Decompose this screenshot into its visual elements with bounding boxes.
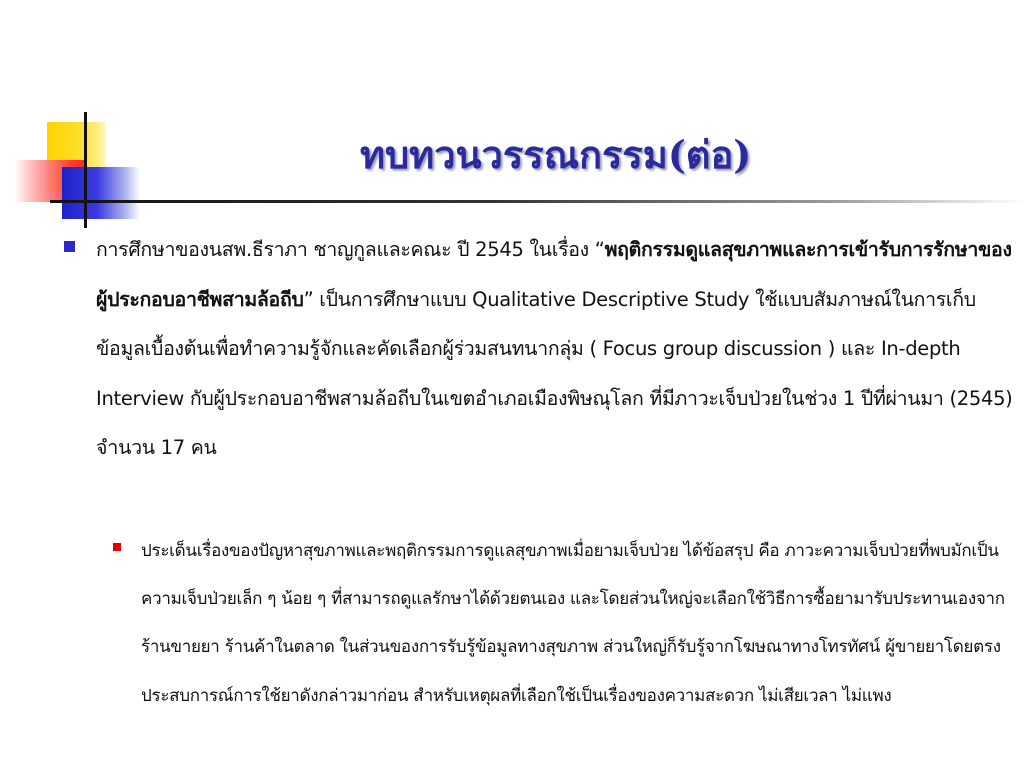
study-title-bold: พฤติกรรมดูแลสุขภาพและการเข้ารับการรักษาของผู้ประกอบอาชีพสามล้อถีบ — [96, 238, 1012, 311]
main-bullet-text — [96, 225, 1016, 473]
main-bullet-text-after: ” เป็นการศึกษาแบบ Qualitative Descriptive Study ใช้แบบสัมภาษณ์ในการเก็บข้อมูลเบื้องต้นเพื่อทำความรู้จักและคัดเลือกผู้ร่วมสนทนากลุ่ม ( Focus group discussion ) และ In-depth Interview กับผู้ประกอบอาชีพสามล้อถีบในเขตอำเภอเมืองพิษณุโลก ที่มีภาวะเจ็บป่วยในช่วง 1 ปีที่ผ่านมา (2545) จำนวน 17 คน — [96, 287, 1013, 460]
title-underline — [50, 200, 1024, 203]
decorative-blue-square — [62, 167, 140, 219]
main-bullet-text-before: การศึกษาของนสพ.ธีราภา ชาญกูลและคณะ ปี 2545 ในเรื่อง “ — [96, 238, 605, 261]
sub-bullet-text: ประเด็นเรื่องของปัญหาสุขภาพและพฤติกรรมการดูแลสุขภาพเมื่อยามเจ็บป่วย ได้ข้อสรุป คือ ภาวะความเจ็บป่วยที่พบมักเป็นความเจ็บป่วยเล็ก ๆ น้อย ๆ ที่สามารถดูแลรักษาได้ด้วยตนเอง และโดยส่วนใหญ่จะเลือกใช้วิธีการซื้อยามารับประทานเองจากร้านขายยา ร้านค้าในตลาด ในส่วนของการรับรู้ข้อมูลทางสุขภาพ ส่วนใหญ่ก็รับรู้จากโฆษณาทางโทรทัศน์ ผู้ขายยาโดยตรง ประสบการณ์การใช้ยาดังกล่าวมาก่อน สำหรับเหตุผลที่เลือกใช้เป็นเรื่องของความสะดวก ไม่เสียเวลา ไม่แพง — [141, 541, 1005, 706]
decorative-vertical-line — [84, 112, 87, 228]
slide-title: ทบทวนวรรณกรรม(ต่อ) — [360, 132, 752, 177]
bullet-square-icon — [64, 241, 75, 252]
sub-bullet-square-icon — [113, 543, 121, 551]
